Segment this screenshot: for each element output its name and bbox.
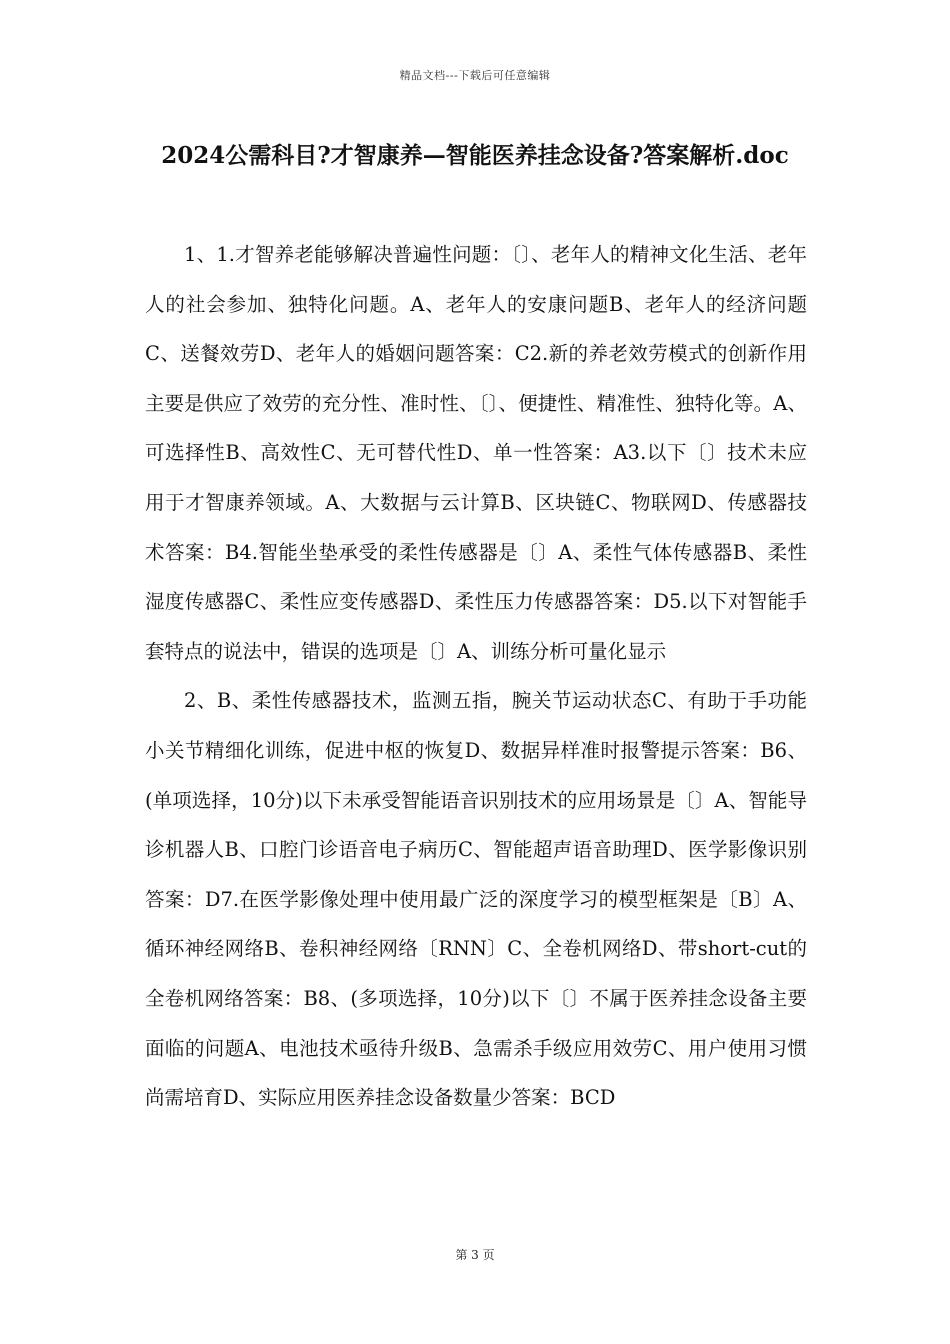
paragraph-1: 1、1.才智养老能够解决普遍性问题：〔〕、老年人的精神文化生活、老年人的社会参加、独特化问题。A、老年人的安康问题B、老年人的经济问题C、送餐效劳D、老年人的婚姻问题答案：C2.新的养老效劳模式的创新作用主要是供应了效劳的充分性、准时性、〔〕、便捷性、精准性、独特化等。A、可选择性B、高效性C、无可替代性D、单一性答案：A3.以下〔〕技术未应用于才智康养领域。A、大数据与云计算B、区块链C、物联网D、传感器技术答案：B4.智能坐垫承受的柔性传感器是〔〕A、柔性气体传感器B、柔性湿度传感器C、柔性应变传感器D、柔性压力传感器答案：D5.以下对智能手套特点的说法中，错误的选项是〔〕A、训练分析可量化显示 [145, 243, 807, 663]
header-note: 精品文档---下载后可任意编辑 [399, 69, 551, 82]
document-body [145, 230, 807, 1123]
paragraph-2: 2、B、柔性传感器技术，监测五指，腕关节运动状态C、有助于手功能小关节精细化训练，促进中枢的恢复D、数据异样准时报警提示答案：B6、(单项选择，10分)以下未承受智能语音识别技术的应用场景是〔〕A、智能导诊机器人B、口腔门诊语音电子病历C、智能超声语音助理D、医学影像识别答案：D7.在医学影像处理中使用最广泛的深度学习的模型框架是〔B〕A、循环神经网络B、卷积神经网络〔RNN〕C、全卷机网络D、带short-cut的全卷机网络答案：B8、(多项选择，10分)以下〔〕不属于医养挂念设备主要面临的问题A、电池技术亟待升级B、急需杀手级应用效劳C、用户使用习惯尚需培育D、实际应用医养挂念设备数量少答案：BCD [145, 689, 807, 1110]
document-title: 2024公需科目?才智康养—智能医养挂念设备?答案解析.doc [161, 142, 789, 169]
page-number: 第 3 页 [455, 1248, 495, 1262]
